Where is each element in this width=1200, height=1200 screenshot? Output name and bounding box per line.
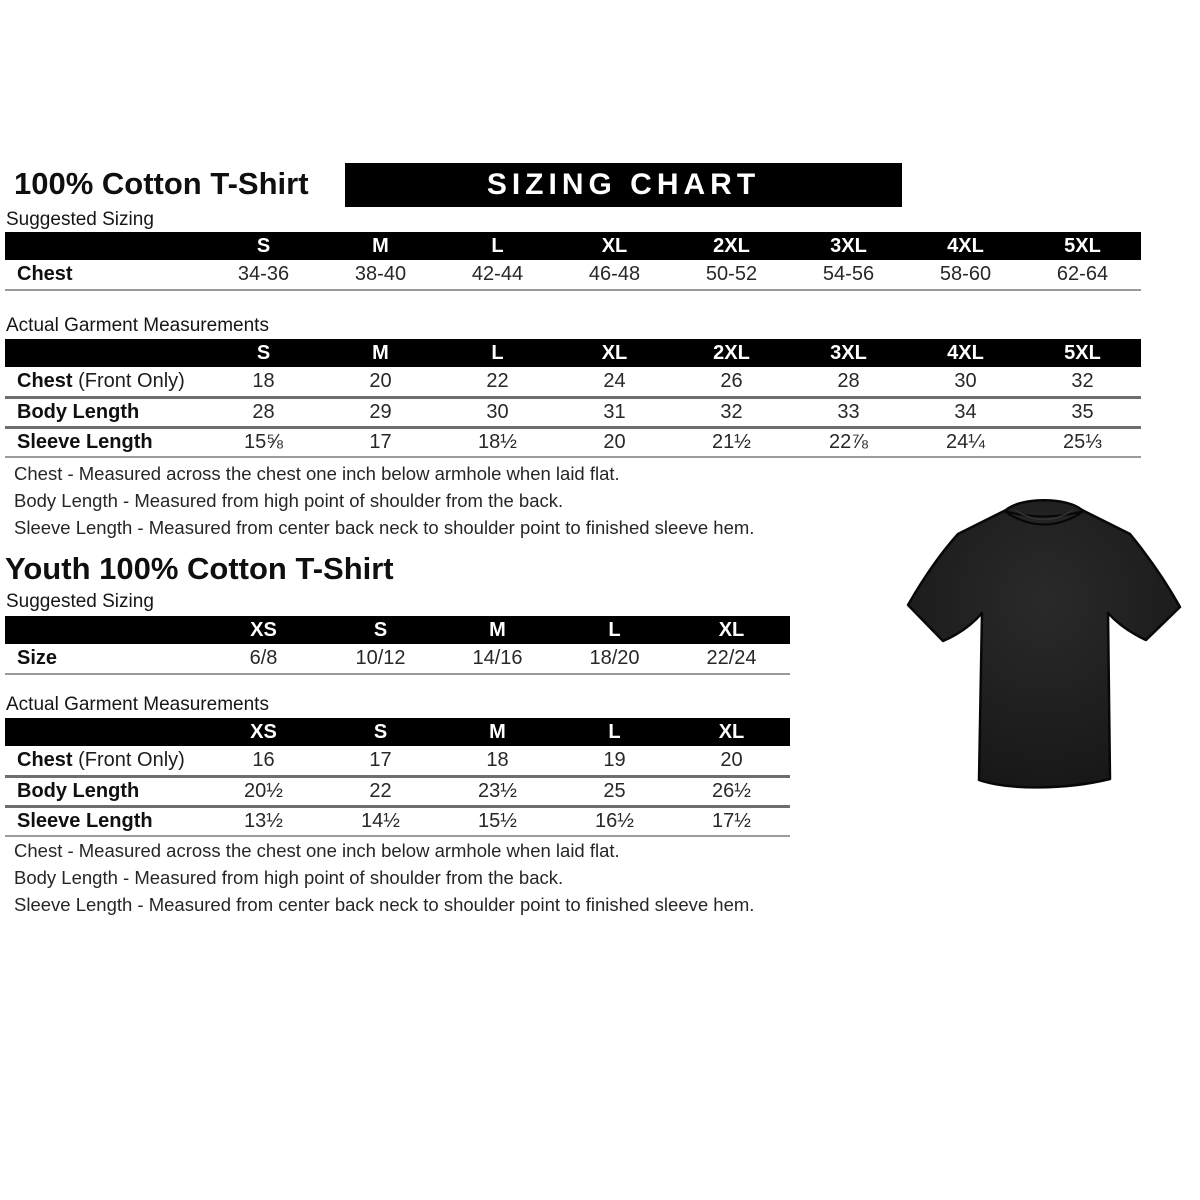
adult-section-title: 100% Cotton T-Shirt: [14, 166, 309, 201]
measurement-cell: 26½: [712, 779, 751, 802]
youth-suggested-sizing-table: [5, 616, 790, 675]
measurement-note: Chest - Measured across the chest one inch below armhole when laid flat.: [14, 840, 620, 861]
measurement-cell: 62-64: [1056, 263, 1109, 285]
measurement-cell: 50-52: [705, 263, 758, 285]
table-row: [5, 644, 790, 674]
measurement-cell: 17½: [712, 809, 751, 832]
size-column-header: S: [205, 232, 322, 260]
table-row: [5, 776, 790, 806]
size-header-row: [5, 339, 1141, 367]
size-column-header: M: [322, 232, 439, 260]
adult-actual-measurements-label: Actual Garment Measurements: [6, 315, 269, 336]
adult-suggested-sizing-label: Suggested Sizing: [6, 209, 154, 230]
sizing-chart-banner: SIZING CHART: [345, 163, 902, 207]
measurement-cell: 24: [603, 369, 626, 392]
measurement-cell: 20: [369, 369, 392, 392]
size-column-header: M: [322, 339, 439, 367]
size-column-header: 2XL: [673, 232, 790, 260]
size-column-header: XL: [673, 718, 790, 746]
youth-suggested-sizing-label: Suggested Sizing: [6, 591, 154, 612]
measurement-cell: 10/12: [355, 647, 406, 669]
adult-suggested-sizing-table: [5, 232, 1141, 291]
tshirt-body: [908, 500, 1180, 787]
measurement-cell: 46-48: [588, 263, 641, 285]
size-column-header: 5XL: [1024, 232, 1141, 260]
size-column-header: 2XL: [673, 339, 790, 367]
size-column-header: S: [205, 339, 322, 367]
measurement-cell: 13½: [244, 809, 283, 832]
size-column-header: 5XL: [1024, 339, 1141, 367]
measurement-cell: 22⅞: [829, 430, 868, 453]
size-column-header: 3XL: [790, 339, 907, 367]
tshirt-product-image: [893, 486, 1195, 801]
measurement-cell: 14½: [361, 809, 400, 832]
measurement-cell: 31: [603, 400, 626, 423]
size-column-header: S: [322, 616, 439, 644]
size-column-header: M: [439, 616, 556, 644]
size-column-header: XL: [556, 339, 673, 367]
youth-section-title: Youth 100% Cotton T-Shirt: [5, 551, 394, 586]
measurement-cell: 20: [720, 748, 743, 771]
measurement-cell: 34-36: [237, 263, 290, 285]
row-label: Sleeve Length: [17, 809, 153, 832]
size-column-header: XL: [556, 232, 673, 260]
size-column-header: XS: [205, 616, 322, 644]
size-column-header: M: [439, 718, 556, 746]
size-column-header: L: [556, 616, 673, 644]
size-column-header: L: [439, 339, 556, 367]
measurement-cell: 6/8: [249, 647, 278, 669]
measurement-cell: 15⅝: [244, 430, 283, 453]
table-row: [5, 806, 790, 836]
size-column-header: S: [322, 718, 439, 746]
measurement-cell: 17: [369, 748, 392, 771]
size-header-row: [5, 616, 790, 644]
measurement-cell: 18: [252, 369, 275, 392]
measurement-cell: 32: [720, 400, 743, 423]
measurement-note: Body Length - Measured from high point of shoulder from the back.: [14, 867, 564, 888]
size-header-row: [5, 718, 790, 746]
size-column-header: L: [439, 232, 556, 260]
adult-actual-measurements-table: [5, 339, 1141, 458]
measurement-cell: 14/16: [472, 647, 523, 669]
table-row: [5, 746, 790, 776]
measurement-cell: 25: [603, 779, 626, 802]
row-label: Size: [17, 647, 58, 669]
measurement-note: Body Length - Measured from high point of shoulder from the back.: [14, 490, 564, 511]
measurement-cell: 18/20: [589, 647, 640, 669]
measurement-cell: 20: [603, 430, 626, 453]
measurement-cell: 32: [1071, 369, 1094, 392]
size-column-header: L: [556, 718, 673, 746]
row-label: Body Length: [17, 779, 140, 802]
table-row: [5, 367, 1141, 397]
measurement-cell: 30: [486, 400, 509, 423]
measurement-cell: 24¼: [946, 430, 985, 453]
table-row: [5, 260, 1141, 290]
row-label: Sleeve Length: [17, 430, 153, 453]
row-label-header: [5, 616, 205, 644]
row-label: Chest: [17, 263, 73, 285]
measurement-cell: 28: [837, 369, 860, 392]
row-label: Chest (Front Only): [17, 748, 185, 771]
measurement-cell: 26: [720, 369, 743, 392]
measurement-cell: 35: [1071, 400, 1094, 423]
measurement-cell: 34: [954, 400, 977, 423]
row-label-header: [5, 339, 205, 367]
table-row: [5, 427, 1141, 457]
measurement-cell: 25⅓: [1063, 430, 1102, 453]
adult-measurement-notes: [14, 464, 754, 545]
measurement-cell: 22: [369, 779, 392, 802]
size-column-header: 4XL: [907, 232, 1024, 260]
measurement-cell: 42-44: [471, 263, 524, 285]
measurement-cell: 29: [369, 400, 392, 423]
row-label-header: [5, 718, 205, 746]
measurement-cell: 21½: [712, 430, 751, 453]
measurement-cell: 20½: [244, 779, 283, 802]
measurement-cell: 30: [954, 369, 977, 392]
measurement-cell: 28: [252, 400, 275, 423]
measurement-cell: 54-56: [822, 263, 875, 285]
size-column-header: 3XL: [790, 232, 907, 260]
measurement-cell: 58-60: [939, 263, 992, 285]
size-column-header: XL: [673, 616, 790, 644]
measurement-note: Sleeve Length - Measured from center back neck to shoulder point to finished sleeve hem.: [14, 894, 755, 915]
measurement-cell: 16: [252, 748, 275, 771]
youth-measurement-notes: [14, 841, 754, 922]
measurement-cell: 18½: [478, 430, 517, 453]
measurement-cell: 33: [837, 400, 860, 423]
measurement-cell: 23½: [478, 779, 517, 802]
measurement-cell: 19: [603, 748, 626, 771]
size-header-row: [5, 232, 1141, 260]
measurement-cell: 22: [486, 369, 509, 392]
measurement-cell: 17: [369, 430, 392, 453]
table-row: [5, 397, 1141, 427]
row-label: Body Length: [17, 400, 140, 423]
measurement-cell: 22/24: [706, 647, 757, 669]
row-label: Chest (Front Only): [17, 369, 185, 392]
measurement-cell: 18: [486, 748, 509, 771]
measurement-cell: 16½: [595, 809, 634, 832]
size-column-header: XS: [205, 718, 322, 746]
measurement-cell: 38-40: [354, 263, 407, 285]
size-column-header: 4XL: [907, 339, 1024, 367]
measurement-cell: 15½: [478, 809, 517, 832]
row-label-header: [5, 232, 205, 260]
tshirt-silhouette: [893, 486, 1195, 801]
youth-actual-measurements-label: Actual Garment Measurements: [6, 694, 269, 715]
youth-actual-measurements-table: [5, 718, 790, 837]
measurement-note: Chest - Measured across the chest one inch below armhole when laid flat.: [14, 463, 620, 484]
measurement-note: Sleeve Length - Measured from center back neck to shoulder point to finished sleeve hem.: [14, 517, 755, 538]
